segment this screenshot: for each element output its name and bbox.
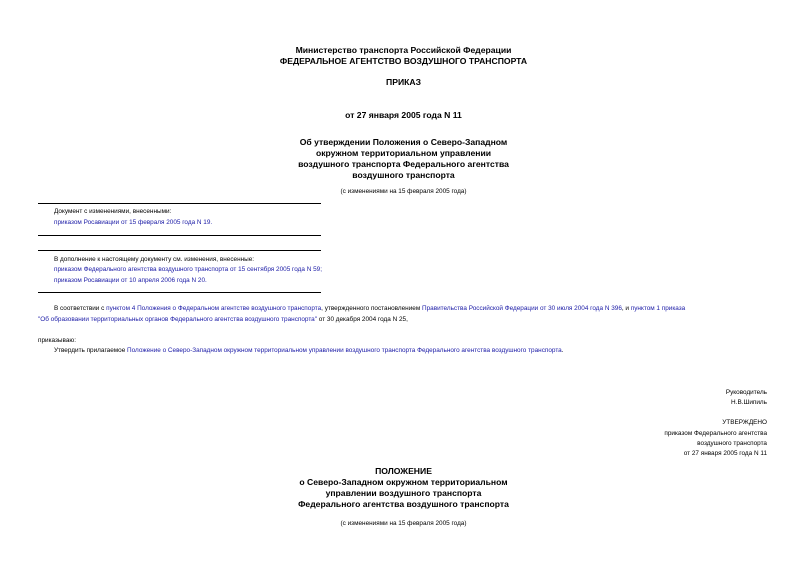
regulation-link[interactable]: Положение о Северо-Западном окружном территориальном управлении воздушного транспорта Федерального агентства воздушного транспорта [127, 347, 562, 354]
order-suffix: . [561, 347, 564, 354]
divider [38, 292, 321, 293]
preamble-text: В соответствии с [54, 305, 107, 312]
preamble-text: от 30 декабря 2004 года N 25, [317, 316, 408, 323]
approval-line: приказом Федерального агентства [664, 430, 767, 437]
signature-name: Н.В.Шипиль [731, 399, 767, 406]
addition-label: В дополнение к настоящему документу см. изменения, внесенные: [54, 256, 255, 263]
regulation-title [0, 466, 807, 510]
regulation-revision-note: (с изменениями на 15 февраля 2005 года) [340, 520, 467, 527]
addition-link-2[interactable]: приказом Росавиации от 10 апреля 2006 года N 20. [54, 277, 207, 284]
preamble-link-government[interactable]: Правительства Российской Федерации от 30 июля 2004 года N 396 [422, 305, 622, 312]
order-prefix: Утвердить прилагаемое [54, 347, 128, 354]
preamble-link-order-title[interactable]: "Об образовании территориальных органов Федерального агентства воздушного транспорта" [38, 316, 317, 323]
approval-line: воздушного транспорта [697, 440, 767, 447]
preamble-line-2 [38, 315, 408, 325]
changes-link[interactable]: приказом Росавиации от 15 февраля 2005 года N 19. [54, 219, 213, 226]
preamble-link-order-point[interactable]: пунктом 1 приказа [630, 305, 686, 312]
regulation-title-line: управлении воздушного транспорта [325, 488, 482, 498]
divider [38, 235, 321, 236]
revision-note: (с изменениями на 15 февраля 2005 года) [340, 188, 467, 195]
order-command: приказываю: [38, 337, 76, 344]
divider [38, 250, 321, 251]
approval-heading: УТВЕРЖДЕНО [722, 419, 767, 426]
document-date-number: от 27 января 2005 года N 11 [345, 110, 462, 120]
document-type: ПРИКАЗ [386, 77, 421, 87]
title-line: воздушного транспорта Федерального агентства [298, 159, 509, 169]
changes-label: Документ с изменениями, внесенными: [54, 208, 172, 215]
order-text [54, 346, 564, 356]
document-title [0, 137, 807, 181]
regulation-title-line: Федерального агентства воздушного транспорта [298, 499, 509, 509]
title-line: Об утверждении Положения о Северо-Западном [299, 137, 508, 147]
regulation-title-line: ПОЛОЖЕНИЕ [375, 466, 432, 476]
agency-name: ФЕДЕРАЛЬНОЕ АГЕНТСТВО ВОЗДУШНОГО ТРАНСПОРТА [279, 56, 528, 66]
preamble-line-1 [54, 304, 685, 314]
addition-link-1[interactable]: приказом Федерального агентства воздушного транспорта от 15 сентября 2005 года N 59; [54, 266, 322, 273]
approval-line: от 27 января 2005 года N 11 [683, 450, 767, 457]
title-line: окружном территориальном управлении [315, 148, 492, 158]
ministry-name: Министерство транспорта Российской Федерации [295, 45, 512, 55]
preamble-text: , и [621, 305, 631, 312]
regulation-title-line: о Северо-Западном окружном территориальном [299, 477, 508, 487]
signature-position: Руководитель [725, 389, 767, 396]
title-line: воздушного транспорта [352, 170, 455, 180]
divider [38, 203, 321, 204]
preamble-text: , утвержденного постановлением [321, 305, 423, 312]
preamble-link-regulation[interactable]: пунктом 4 Положения о Федеральном агентстве воздушного транспорта [106, 305, 322, 312]
